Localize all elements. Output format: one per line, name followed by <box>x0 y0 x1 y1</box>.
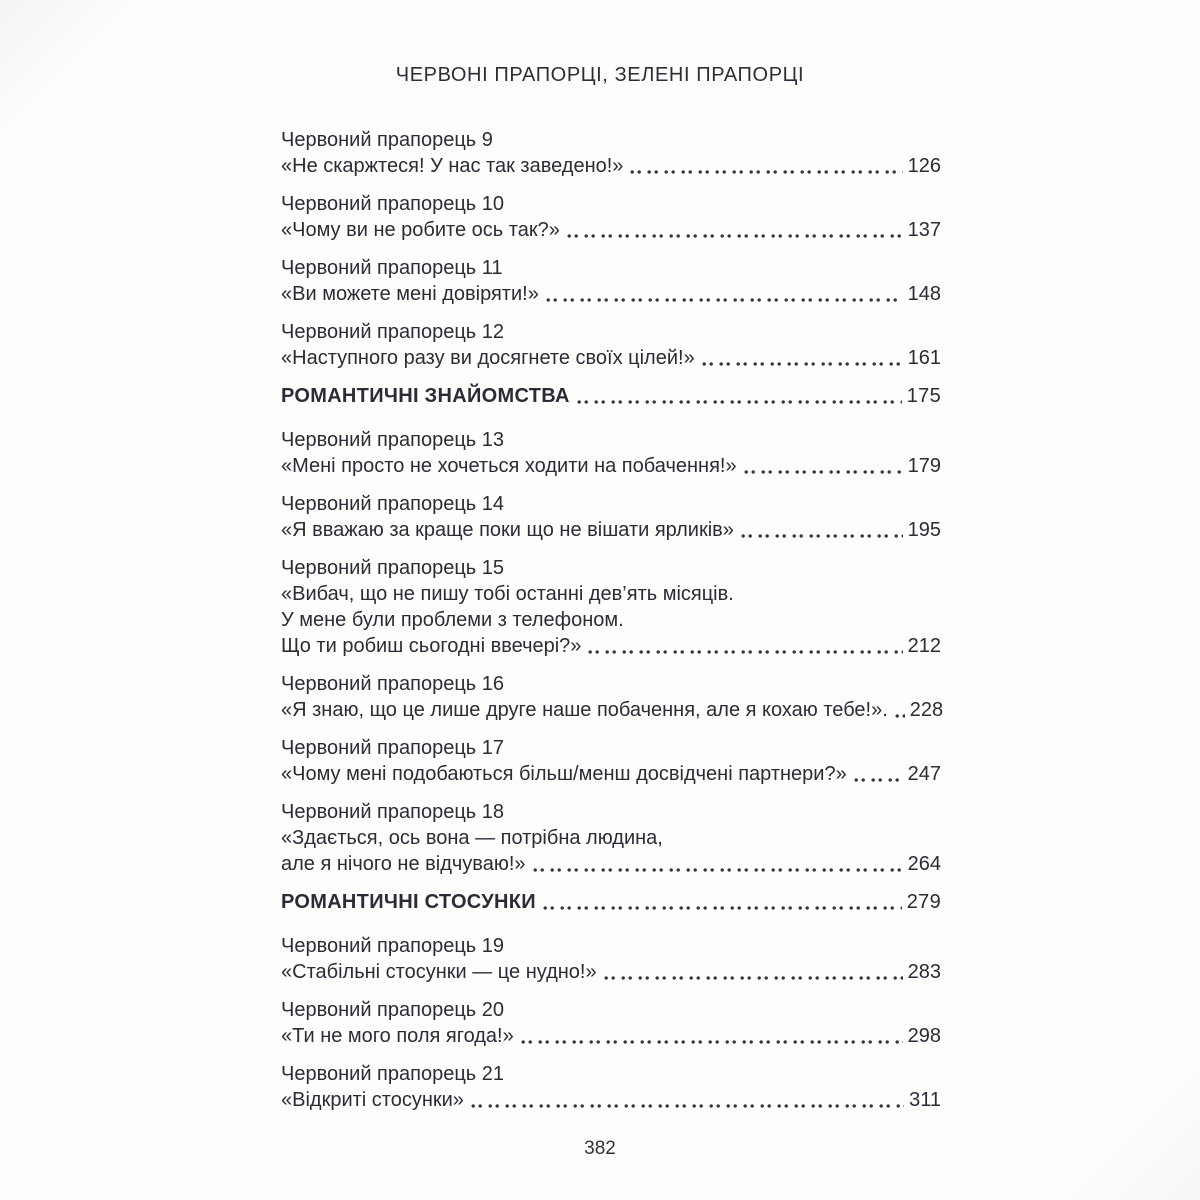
toc-entry <box>281 555 941 659</box>
toc-entry <box>281 1061 941 1113</box>
table-of-contents <box>281 127 944 1113</box>
entry-quote: «Я знаю, що це лише друге наше побачення, але я кохаю тебе!». <box>281 699 888 721</box>
section-label: РОМАНТИЧНІ СТОСУНКИ <box>281 891 536 913</box>
entry-title: Червоний прапорець 21 <box>281 1063 504 1085</box>
toc-entry <box>281 427 941 479</box>
running-head-book-title: ЧЕРВОНІ ПРАПОРЦІ, ЗЕЛЕНІ ПРАПОРЦІ <box>395 64 805 86</box>
entry-title: Червоний прапорець 11 <box>281 257 503 279</box>
entry-quote: «Наступного разу ви досягнете своїх цілей!» <box>281 347 695 369</box>
toc-entry <box>281 671 944 723</box>
entry-title: Червоний прапорець 20 <box>281 999 504 1021</box>
dot-leader <box>604 975 903 981</box>
entry-page-number: 311 <box>909 1089 941 1111</box>
toc-entry <box>281 933 941 985</box>
dot-leader <box>567 233 903 239</box>
entry-quote: «Не скаржтеся! У нас так заведено!» <box>281 155 624 177</box>
entry-page-number: 126 <box>907 155 941 177</box>
entry-title: Червоний прапорець 17 <box>281 737 504 759</box>
entry-title: Червоний прапорець 19 <box>281 935 504 957</box>
toc-entry <box>281 127 941 179</box>
entry-quote: «Вибач, що не пишу тобі останні дев’ять місяців. <box>281 583 734 605</box>
dot-leader <box>630 169 902 175</box>
entry-title: Червоний прапорець 13 <box>281 429 504 451</box>
dot-leader <box>588 649 902 655</box>
entry-page-number: 264 <box>907 853 941 875</box>
entry-page-number: 195 <box>907 519 941 541</box>
dot-leader <box>741 533 903 539</box>
entry-quote: «Мені просто не хочеться ходити на побачення!» <box>281 455 737 477</box>
dot-leader <box>546 297 903 303</box>
dot-leader <box>543 905 902 911</box>
dot-leader <box>521 1039 903 1045</box>
entry-quote: «Стабільні стосунки — це нудно!» <box>281 961 597 983</box>
entry-page-number: 212 <box>907 635 941 657</box>
entry-page-number: 228 <box>909 699 944 721</box>
entry-quote: «Ти не мого поля ягода!» <box>281 1025 514 1047</box>
section-page-number: 279 <box>906 891 941 913</box>
entry-page-number: 298 <box>907 1025 941 1047</box>
entry-title: Червоний прапорець 14 <box>281 493 504 515</box>
entry-quote: «Чому ви не робите ось так?» <box>281 219 560 241</box>
toc-section-heading <box>281 383 941 409</box>
entry-page-number: 247 <box>907 763 941 785</box>
dot-leader <box>895 713 905 719</box>
toc-entry <box>281 799 941 877</box>
entry-title: Червоний прапорець 9 <box>281 129 493 151</box>
entry-quote: «Чому мені подобаються більш/менш досвідчені партнери?» <box>281 763 847 785</box>
entry-page-number: 179 <box>907 455 941 477</box>
section-label: РОМАНТИЧНІ ЗНАЙОМСТВА <box>281 385 570 407</box>
dot-leader <box>577 399 902 405</box>
entry-title: Червоний прапорець 10 <box>281 193 504 215</box>
entry-page-number: 148 <box>907 283 941 305</box>
entry-quote: але я нічого не відчуваю!» <box>281 853 526 875</box>
dot-leader <box>854 777 903 783</box>
entry-quote: «Ви можете мені довіряти!» <box>281 283 539 305</box>
entry-page-number: 137 <box>907 219 941 241</box>
section-page-number: 175 <box>906 385 941 407</box>
toc-entry <box>281 735 941 787</box>
toc-entry <box>281 319 941 371</box>
toc-entry <box>281 997 941 1049</box>
toc-entry <box>281 491 941 543</box>
folio-page-number: 382 <box>584 1138 616 1159</box>
entry-title: Червоний прапорець 16 <box>281 673 504 695</box>
toc-section-heading <box>281 889 941 915</box>
entry-title: Червоний прапорець 15 <box>281 557 504 579</box>
entry-quote: «Я вважаю за краще поки що не вішати ярликів» <box>281 519 734 541</box>
toc-entry <box>281 191 941 243</box>
entry-quote: У мене були проблеми з телефоном. <box>281 609 624 631</box>
entry-quote: «Відкриті стосунки» <box>281 1089 464 1111</box>
entry-title: Червоний прапорець 12 <box>281 321 504 343</box>
dot-leader <box>744 469 903 475</box>
dot-leader <box>471 1103 904 1109</box>
entry-page-number: 283 <box>907 961 941 983</box>
entry-quote: «Здається, ось вона — потрібна людина, <box>281 827 663 849</box>
dot-leader <box>702 361 903 367</box>
dot-leader <box>533 867 903 873</box>
toc-entry <box>281 255 941 307</box>
entry-page-number: 161 <box>907 347 941 369</box>
entry-quote: Що ти робиш сьогодні ввечері?» <box>281 635 582 657</box>
entry-title: Червоний прапорець 18 <box>281 801 504 823</box>
